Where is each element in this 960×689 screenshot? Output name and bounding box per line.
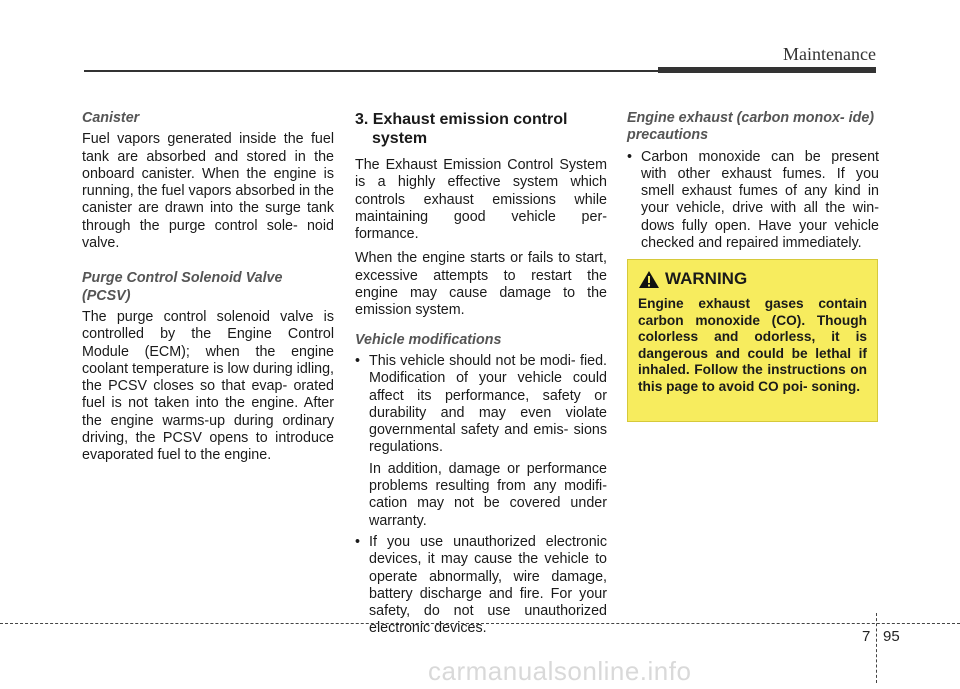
exhaust-section-heading: 3. Exhaust emission control system bbox=[355, 111, 568, 147]
list-item-text: If you use unauthorized electronic devices, it may cause the vehicle to operate abnormally, wire damage, battery discharge and fire. For your safety, do not use unauthorized electronic devices. bbox=[369, 533, 607, 637]
column-right bbox=[627, 110, 879, 256]
warning-box bbox=[627, 259, 878, 422]
column-left bbox=[82, 110, 334, 472]
warning-text: Engine exhaust gases contain carbon monoxide (CO). Though colorless and odorless, it is dangerous and could be lethal if inhaled. Follow the instructions on this page to avoid CO poi- soning. bbox=[638, 296, 867, 394]
canister-heading: Canister bbox=[82, 110, 140, 126]
list-item bbox=[627, 149, 879, 253]
vehicle-modifications-heading: Vehicle modifications bbox=[355, 331, 502, 348]
footer-rule bbox=[0, 623, 960, 624]
pcsv-paragraph: The purge control solenoid valve is controlled by the Engine Control Module (ECM); when the engine coolant temperature is low during idling, the PCSV closes so that evap- orated fuel is not taken into the engine. After the engine warms-up during ordinary driving, the PCSV opens to introduce evaporated fuel to the engine. bbox=[82, 308, 334, 464]
engine-exhaust-heading: Engine exhaust (carbon monox- ide) precautions bbox=[627, 110, 875, 144]
bullet-icon: • bbox=[355, 533, 361, 550]
chapter-number: 7 bbox=[862, 628, 871, 645]
list-item-note: In addition, damage or performance problems resulting from any modifi- cation may not be covered under warranty. bbox=[369, 460, 607, 529]
exhaust-intro-paragraph: The Exhaust Emission Control System is a highly effective system which controls exhaust emissions while maintaining good vehicle per- formance. bbox=[355, 157, 607, 243]
modifications-list bbox=[355, 353, 607, 638]
warning-label: WARNING bbox=[665, 269, 748, 288]
list-item-text: This vehicle should not be modi- fied. Modification of your vehicle could affect its performance, safety or durability and may even violate governmental safety and emis- sions regulations. bbox=[369, 352, 607, 456]
page-header-title: Maintenance bbox=[783, 44, 876, 64]
list-item-text: Carbon monoxide can be present with other exhaust fumes. If you smell exhaust fumes of any kind in your vehicle, drive with all the win- dows fully open. Have your vehicle checked and repaired immediately. bbox=[641, 148, 879, 252]
header-rule-accent bbox=[658, 67, 876, 73]
exhaust-precautions-list bbox=[627, 149, 879, 253]
bullet-icon: • bbox=[627, 148, 633, 165]
warning-triangle-icon bbox=[638, 270, 660, 289]
bullet-icon: • bbox=[355, 352, 361, 369]
engine-start-paragraph: When the engine starts or fails to start, excessive attempts to restart the engine may cause damage to the emission system. bbox=[355, 250, 607, 319]
watermark: carmanualsonline.info bbox=[428, 656, 692, 686]
footer-divider bbox=[876, 613, 877, 683]
canister-paragraph: Fuel vapors generated inside the fuel tank are absorbed and stored in the onboard canister. When the engine is running, the fuel vapors absorbed in the canister are drawn into the surge tank through the purge control sole- noid valve. bbox=[82, 131, 334, 252]
header-rule bbox=[84, 70, 660, 72]
list-item bbox=[355, 353, 607, 530]
pcsv-heading: Purge Control Solenoid Valve (PCSV) bbox=[82, 270, 283, 304]
column-middle bbox=[355, 110, 607, 642]
page-number: 95 bbox=[883, 628, 900, 645]
warning-header bbox=[638, 269, 867, 289]
